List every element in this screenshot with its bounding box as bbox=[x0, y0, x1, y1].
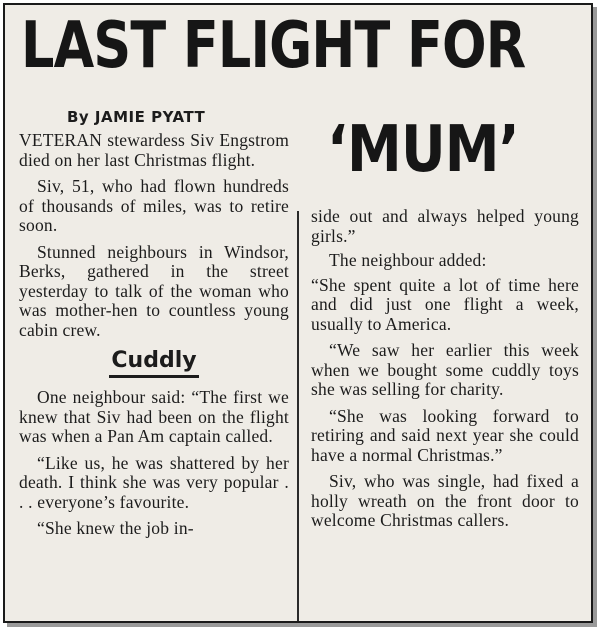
article-column-2 bbox=[311, 207, 579, 538]
subheading bbox=[19, 347, 289, 378]
paragraph-3: Stunned neighbours in Windsor, Berks, gathered in the street yesterday to talk of the woman who was mother-hen to countless young cabin crew. bbox=[19, 241, 289, 340]
newspaper-clipping bbox=[3, 3, 593, 623]
byline: By JAMIE PYATT bbox=[67, 108, 206, 126]
paragraph-8: The neighbour added: bbox=[329, 250, 487, 270]
paragraph-7: side out and always helped young girls.” bbox=[311, 206, 579, 246]
paragraph-5: “Like us, he was shattered by her death. I think she was very popular . . . everyone’s favourite. bbox=[19, 452, 289, 512]
paragraph-12: Siv, who was single, had fixed a holly wreath on the front door to welcome Christmas callers. bbox=[311, 471, 579, 530]
paragraph-6: “She knew the job in- bbox=[37, 518, 194, 538]
headline-line-1: LAST FLIGHT FOR bbox=[21, 9, 526, 83]
column-divider bbox=[297, 211, 299, 621]
article-column-1 bbox=[19, 131, 289, 546]
paragraph-2: Siv, 51, who had flown hundreds of thousands of miles, was to retire soon. bbox=[19, 176, 289, 235]
paragraph-4: One neighbour said: “The first we knew that Siv had been on the flight was when a Pan Am captain called. bbox=[19, 387, 289, 446]
paragraph-10: “We saw her earlier this week when we bought some cuddly toys she was selling for charity. bbox=[311, 340, 579, 399]
paragraph-9: “She spent quite a lot of time here and did just one flight a week, usually to America. bbox=[311, 274, 579, 334]
headline-line-2: ‘MUM’ bbox=[327, 113, 519, 187]
subheading-text: Cuddly bbox=[109, 347, 198, 378]
paragraph-11: “She was looking forward to retiring and said next year she could have a normal Christmas.” bbox=[311, 405, 579, 465]
paragraph-1: VETERAN stewardess Siv Engstrom died on her last Christmas flight. bbox=[19, 130, 289, 170]
